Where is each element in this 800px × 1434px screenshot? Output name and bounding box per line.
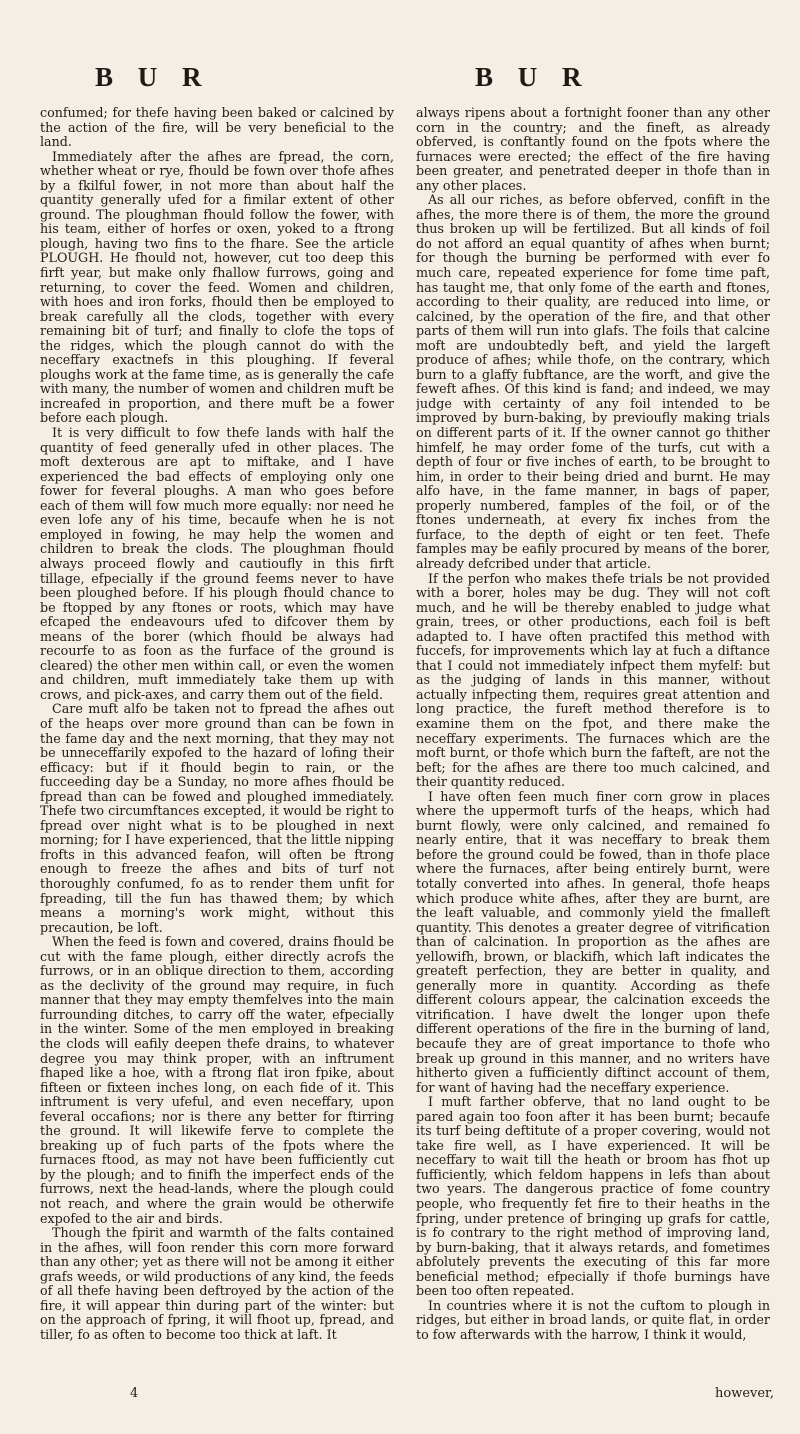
paragraph: confumed; for thefe having been baked or calcined by the action of the fire, will be very beneficial to the land. (40, 106, 394, 150)
paragraph: If the perfon who makes thefe trials be not provided with a borer, holes may be dug. They will not coft much, and he will be thereby enabled to judge what grain, trees, or other productions, each foil is beft adapted to. I have often practifed this method with fuccefs, for improvements which lay at fuch a diftance that I could not immediately infpect them myfelf: but as the judging of lands in this manner, without actually infpecting them, requires great attention and long practice, the fureft method therefore is to examine them on the fpot, and there make the neceffary experiments. The furnaces which are the moft burnt, or thofe which burn the fafteft, are not the beft; for the afhes are there too much calcined, and their quantity reduced. (416, 570, 770, 790)
paragraph: I muft farther obferve, that no land ought to be pared again too foon after it has been burnt; becaufe its turf being deftitute of a proper covering, would not take fire well, as I have experienced. It will be neceffary to wait till the heath or broom has fhot up fufficiently, which feldom happens in lefs than about two years. The dangerous practice of fome country people, who frequently fet fire to their heaths in the fpring, under pretence of bringing up grafs for cattle, is fo contrary to the right method of improving land, by burn-baking, that it always retards, and fometimes abfolutely prevents the executing of this far more beneficial method; efpecially if thofe burnings have been too often repeated. (416, 1094, 770, 1299)
left-column (40, 106, 394, 1406)
running-head (0, 62, 800, 96)
signature-mark: 4 (130, 1386, 139, 1401)
paragraph: In countries where it is not the cuftom to plough in ridges, but either in broad lands, or quite flat, in order to fow afterwards with the harrow, I think it would, (416, 1297, 770, 1342)
catchword: however, (715, 1386, 774, 1401)
running-head-left: B U R (95, 62, 211, 92)
paragraph: Immediately after the afhes are fpread, the corn, whether wheat or rye, fhould be fown over thofe afhes by a fkilful fower, in not more than about half the quantity generally ufed for a fimilar extent of other ground. The ploughman fhould follow the fower, with his team, either of horfes or oxen, yoked to a ftrong plough, having two fins to the fhare. See the article PLOUGH. He fhould not, however, cut too deep this firft year, but make only fhallow furrows, going and returning, to cover the feed. Women and children, with hoes and iron forks, fhould then be employed to break carefully all the clods, together with every remaining bit of turf; and finally to clofe the tops of the ridges, which the plough cannot do with the neceffary exactnefs in this ploughing. If feveral ploughs work at the fame time, as is generally the cafe with many, the number of women and children muft be increafed in proportion, and there muft be a fower before each plough. (40, 148, 394, 426)
paragraph: I have often feen much finer corn grow in places where the uppermoft turfs of the heaps, which had burnt flowly, were only calcined, and remained fo nearly entire, that it was neceffary to break them before the ground could be fowed, than in thofe place where the furnaces, after being entirely burnt, were totally converted into afhes. In general, thofe heaps which produce white afhes, after they are burnt, are the leaft valuable, and commonly yield the fmalleft quantity. This denotes a greater degree of vitrification than of calcination. In proportion as the afhes are yellowifh, brown, or blackifh, which laft indicates the greateft perfection, they are better in quality, and generally more in quantity. According as thefe different colours appear, the calcination exceeds the vitrification. I have dwelt the longer upon thefe different operations of the fire in the burning of land, becaufe they are of great importance to thofe who break up ground in this manner, and no writers have hitherto given a fufficiently diftinct account of them, for want of having had the neceffary experience. (416, 788, 770, 1095)
running-head-right: B U R (475, 62, 591, 92)
paragraph: As all our riches, as before obferved, confift in the afhes, the more there is of them, the more the ground thus broken up will be fertilized. But all kinds of foil do not afford an equal quantity of afhes when burnt; for though the burning be performed with ever fo much care, repeated experience for fome time paft, has taught me, that only fome of the earth and ftones, according to their quality, are reduced into lime, or calcined, by the operation of the fire, and that other parts of them will run into glafs. The foils that calcine moft are undoubtedly beft, and yield the largeft produce of afhes; while thofe, on the contrary, which burn to a glaffy fubftance, are the worft, and give the feweft afhes. Of this kind is fand; and indeed, we may judge with certainty of any foil intended to be improved by burn-baking, by previoufly making trials on different parts of it. If the owner cannot go thither himfelf, he may order fome of the turfs, cut with a depth of four or five inches of earth, to be brought to him, in order to their being dried and burnt. He may alfo have, in the fame manner, in bags of paper, properly numbered, famples of the foil, or of the ftones underneath, at every fix inches from the furface, to the depth of eight or ten feet. Thefe famples may be eafily procured by means of the borer, already defcribed under that article. (416, 192, 770, 571)
text-columns (40, 106, 770, 1406)
paragraph: always ripens about a fortnight fooner than any other corn in the country; and the fineft, as already obferved, is conftantly found on the fpots where the furnaces were erected; the effect of the fire having been greater, and penetrated deeper in thofe than in any other places. (416, 106, 770, 193)
paragraph: Care muft alfo be taken not to fpread the afhes out of the heaps over more ground than can be fown in the fame day and the next morning, that they may not be unneceffarily expofed to the hazard of lofing their efficacy: but if it fhould begin to rain, or the fucceeding day be a Sunday, no more afhes fhould be fpread than can be fowed and ploughed immediately. Thefe two circumftances excepted, it would be right to fpread over night what is to be ploughed in next morning; for I have experienced, that the little nipping frofts in this advanced feafon, will often be ftrong enough to freeze the afhes and bits of turf not thoroughly confumed, fo as to render them unfit for fpreading, till the fun has thawed them; by which means a morning's work might, without this precaution, be loft. (40, 701, 394, 935)
paragraph: When the feed is fown and covered, drains fhould be cut with the fame plough, either directly acrofs the furrows, or in an oblique direction to them, according as the declivity of the ground may require, in fuch manner that they may empty themfelves into the main furrounding ditches, to carry off the water, efpecially in the winter. Some of the men employed in breaking the clods will eafily deepen thefe drains, to whatever degree you may think proper, with an inftrument fhaped like a hoe, with a ftrong flat iron fpike, about fifteen or fixteen inches long, on each fide of it. This inftrument is very ufeful, and even neceffary, upon feveral occafions; nor is there any better for ftirring the ground. It will likewife ferve to complete the breaking up of fuch parts of the fpots where the furnaces ftood, as may not have been fufficiently cut by the plough; and to finifh the imperfect ends of the furrows, next the head-lands, where the plough could not reach, and where the grain would be otherwife expofed to the air and birds. (40, 934, 394, 1226)
right-column (416, 106, 770, 1406)
paragraph: Though the fpirit and warmth of the falts contained in the afhes, will foon render this corn more forward than any other; yet as there will not be among it either grafs weeds, or wild productions of any kind, the feeds of all thefe having been deftroyed by the action of the fire, it will appear thin during part of the winter: but on the approach of fpring, it will fhoot up, fpread, and tiller, fo as often to become too thick at laft. It (40, 1225, 394, 1342)
paragraph: It is very difficult to fow thefe lands with half the quantity of feed generally ufed in other places. The moft dexterous are apt to miftake, and I have experienced the bad effects of employing only one fower for feveral ploughs. A man who goes before each of them will fow much more equally: nor need he even lofe any of his time, becaufe when he is not employed in fowing, he may help the women and children to break the clods. The ploughman fhould always proceed flowly and cautioufly in this firft tillage, efpecially if the ground feems never to have been ploughed before. If his plough fhould chance to be ftopped by any ftones or roots, which may have efcaped the endeavours ufed to difcover them by means of the borer (which fhould be always had recourfe to as foon as the furface of the ground is cleared) the other men within call, or even the women and children, muft immediately take them up with crows, and pick-axes, and carry them out of the field. (40, 425, 394, 702)
